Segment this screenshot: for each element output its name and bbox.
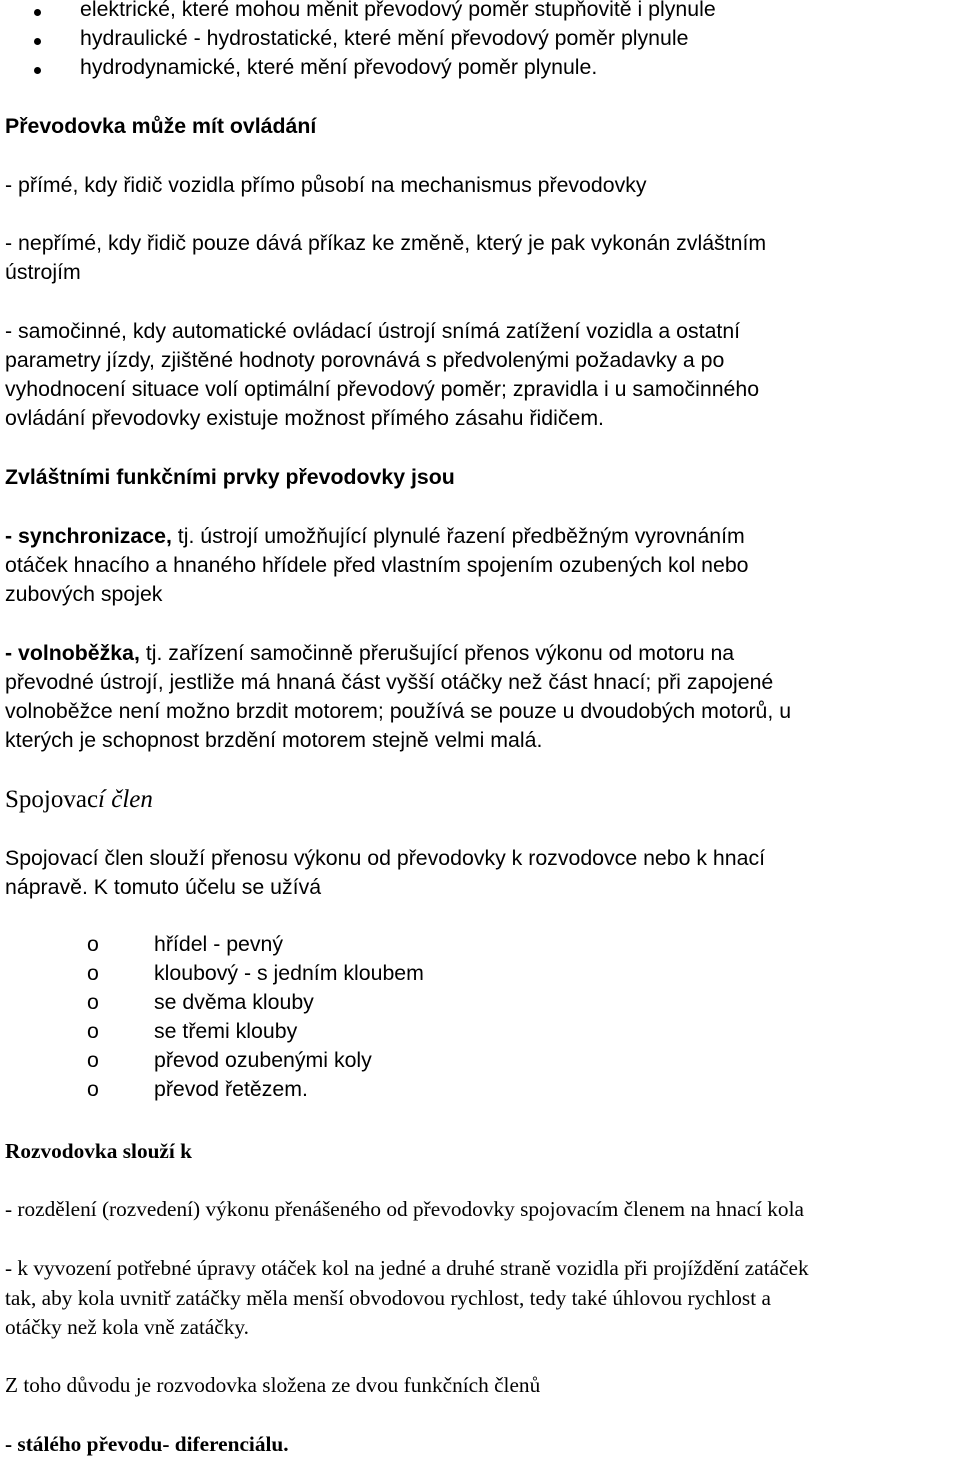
bullet-icon bbox=[34, 67, 41, 74]
control-indirect-line: ústrojím bbox=[5, 260, 81, 284]
coupling-heading-upright: Spojovac bbox=[5, 786, 99, 813]
bullet-item: hydrodynamické, které mění převodový poměr plynule. bbox=[80, 55, 598, 79]
list-item: hřídel - pevný bbox=[154, 932, 284, 956]
bullet-icon bbox=[34, 9, 41, 16]
bullet-icon bbox=[34, 38, 41, 45]
control-direct: - přímé, kdy řidič vozidla přímo působí na mechanismus převodovky bbox=[5, 173, 647, 197]
bullet-item: hydraulické - hydrostatické, které mění převodový poměr plynule bbox=[80, 26, 689, 50]
freewheel-term: - volnoběžka, bbox=[5, 641, 140, 665]
diff-paragraph-line: tak, aby kola uvnitř zatáčky měla menší obvodovou rychlost, tedy také úhlovou rychlost a bbox=[5, 1286, 771, 1310]
diff-paragraph-line: - k vyvození potřebné úpravy otáček kol na jedné a druhé straně vozidla při projíždění zatáček bbox=[5, 1256, 809, 1280]
control-auto-line: ovládání převodovky existuje možnost přímého zásahu řidičem. bbox=[5, 406, 604, 430]
synchro-line bbox=[5, 522, 745, 551]
diff-heading: Rozvodovka slouží k bbox=[5, 1139, 192, 1163]
control-auto-line: vyhodnocení situace volí optimální převodový poměr; zpravidla i u samočinného bbox=[5, 377, 760, 401]
elements-heading: Zvláštními funkčními prvky převodovky jsou bbox=[5, 465, 455, 489]
list-marker: o bbox=[87, 1019, 99, 1043]
coupling-heading-italic: í člen bbox=[98, 786, 153, 813]
list-item: převod ozubenými koly bbox=[154, 1048, 372, 1072]
list-marker: o bbox=[87, 961, 99, 985]
coupling-heading bbox=[5, 784, 153, 816]
list-item: převod řetězem. bbox=[154, 1077, 308, 1101]
diff-paragraph-line: otáčky než kola vně zatáčky. bbox=[5, 1315, 249, 1339]
list-marker: o bbox=[87, 1077, 99, 1101]
list-marker: o bbox=[87, 990, 99, 1014]
freewheel-line: převodné ústrojí, jestliže má hnaná část vyšší otáčky než část hnací; při zapojené bbox=[5, 670, 774, 694]
list-item: se dvěma klouby bbox=[154, 990, 314, 1014]
diff-paragraph: Z toho důvodu je rozvodovka složena ze dvou funkčních členů bbox=[5, 1373, 541, 1397]
control-auto-line: - samočinné, kdy automatické ovládací ústrojí snímá zatížení vozidla a ostatní bbox=[5, 319, 741, 343]
list-marker: o bbox=[87, 1048, 99, 1072]
coupling-intro-line: Spojovací člen slouží přenosu výkonu od převodovky k rozvodovce nebo k hnací bbox=[5, 846, 766, 870]
control-auto-line: parametry jízdy, zjištěné hodnoty porovnává s předvolenými požadavky a po bbox=[5, 348, 725, 372]
freewheel-line: kterých je schopnost brzdění motorem stejně velmi malá. bbox=[5, 728, 543, 752]
diff-paragraph: - rozdělení (rozvedení) výkonu přenášeného od převodovky spojovacím členem na hnací kola bbox=[5, 1197, 804, 1221]
synchro-term: - synchronizace, bbox=[5, 524, 172, 548]
list-item: se třemi klouby bbox=[154, 1019, 298, 1043]
coupling-intro-line: nápravě. K tomuto účelu se užívá bbox=[5, 875, 322, 899]
synchro-line: zubových spojek bbox=[5, 582, 163, 606]
bullet-item: elektrické, které mohou měnit převodový poměr stupňovitě i plynule bbox=[80, 0, 716, 21]
diff-last-line: - stálého převodu- diferenciálu. bbox=[5, 1432, 289, 1456]
control-heading: Převodovka může mít ovládání bbox=[5, 114, 317, 138]
list-item: kloubový - s jedním kloubem bbox=[154, 961, 424, 985]
freewheel-line bbox=[5, 639, 734, 668]
synchro-text: tj. ústrojí umožňující plynulé řazení předběžným vyrovnáním bbox=[171, 524, 745, 548]
synchro-line: otáček hnacího a hnaného hřídele před vlastním spojením ozubených kol nebo bbox=[5, 553, 749, 577]
freewheel-text: tj. zařízení samočinně přerušující přenos výkonu od motoru na bbox=[139, 641, 735, 665]
freewheel-line: volnoběžce není možno brzdit motorem; používá se pouze u dvoudobých motorů, u bbox=[5, 699, 792, 723]
control-indirect-line: - nepřímé, kdy řidič pouze dává příkaz ke změně, který je pak vykonán zvláštním bbox=[5, 231, 767, 255]
list-marker: o bbox=[87, 932, 99, 956]
